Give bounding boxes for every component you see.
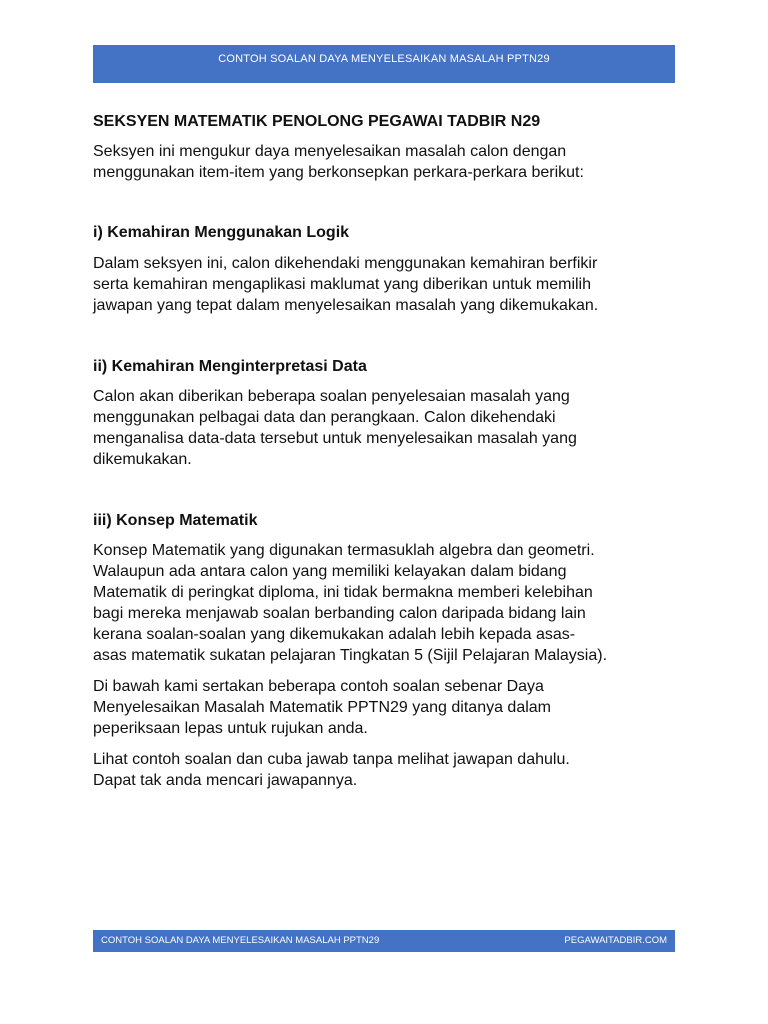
text-line: Matematik di peringkat diploma, ini tidak bermakna memberi kelebihan [93,584,593,601]
text-line: Lihat contoh soalan dan cuba jawab tanpa melihat jawapan dahulu. [93,751,570,768]
text-line: Menyelesaikan Masalah Matematik PPTN29 yang ditanya dalam [93,699,552,716]
header-bar [93,45,675,83]
section-paragraph-konsep [93,540,683,666]
text-line: Di bawah kami sertakan beberapa contoh soalan sebenar Daya [93,678,544,695]
footer-site: PEGAWAITADBIR.COM [564,935,667,946]
text-line: menganalisa data-data tersebut untuk menyelesaikan masalah yang [93,430,577,447]
text-line: serta kemahiran mengaplikasi maklumat yang diberikan untuk memilih [93,276,592,293]
document-body [93,111,683,791]
intro-paragraph [93,141,683,183]
text-line: Dapat tak anda mencari jawapannya. [93,772,358,789]
text-line: Konsep Matematik yang digunakan termasuklah algebra dan geometri. [93,542,595,559]
section-heading-logik: i) Kemahiran Menggunakan Logik [93,224,350,241]
closing-paragraph-2 [93,749,683,791]
footer-bar [93,930,675,952]
text-line: peperiksaan lepas untuk rujukan anda. [93,720,368,737]
text-line: Dalam seksyen ini, calon dikehendaki menggunakan kemahiran berfikir [93,255,598,272]
text-line: Seksyen ini mengukur daya menyelesaikan masalah calon dengan [93,143,567,160]
section-paragraph-data [93,386,683,470]
text-line: dikemukakan. [93,451,192,468]
text-line: Walaupun ada antara calon yang memiliki kelayakan dalam bidang [93,563,567,580]
text-line: kerana soalan-soalan yang dikemukakan adalah lebih kepada asas- [93,626,576,643]
section-heading-konsep: iii) Konsep Matematik [93,512,258,529]
text-line: menggunakan pelbagai data dan perangkaan. Calon dikehendaki [93,409,556,426]
section-heading-data: ii) Kemahiran Menginterpretasi Data [93,358,367,375]
text-line: bagi mereka menjawab soalan berbanding calon daripada bidang lain [93,605,586,622]
header-title: CONTOH SOALAN DAYA MENYELESAIKAN MASALAH PPTN29 [218,53,550,65]
text-line: Calon akan diberikan beberapa soalan penyelesaian masalah yang [93,388,570,405]
text-line: jawapan yang tepat dalam menyelesaikan masalah yang dikemukakan. [93,297,599,314]
text-line: menggunakan item-item yang berkonsepkan perkara-perkara berikut: [93,164,584,181]
section-paragraph-logik [93,253,683,316]
closing-paragraph-1 [93,676,683,739]
footer-title: CONTOH SOALAN DAYA MENYELESAIKAN MASALAH PPTN29 [101,935,380,946]
text-line: asas matematik sukatan pelajaran Tingkatan 5 (Sijil Pelajaran Malaysia). [93,647,608,664]
document-title: SEKSYEN MATEMATIK PENOLONG PEGAWAI TADBIR N29 [93,113,541,130]
